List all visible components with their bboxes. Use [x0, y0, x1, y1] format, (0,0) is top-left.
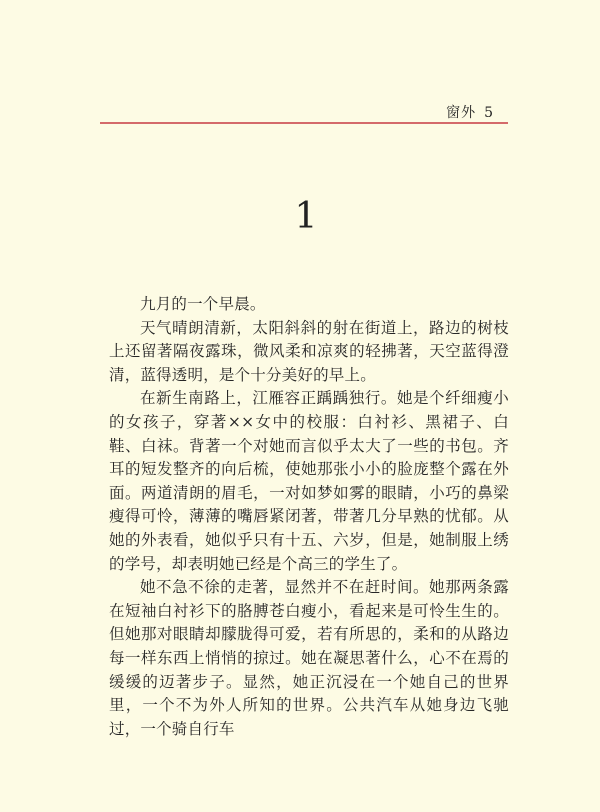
body-text [109, 293, 509, 741]
paragraph: 天气晴朗清新，太阳斜斜的射在街道上，路边的树枝上还留著隔夜露珠，微风柔和凉爽的轻拂著，天空蓝得澄清，蓝得透明，是个十分美好的早上。 [109, 318, 509, 384]
paragraph: 九月的一个早晨。 [140, 295, 266, 313]
paragraph: 在新生南路上，江雁容正踽踽独行。她是个纤细瘦小的女孩子，穿著××女中的校服：白衬衫、黑裙子、白鞋、白袜。背著一个对她而言似乎太大了一些的书包。齐耳的短发整齐的向后梳，使她那张小小的脸庞整个露在外面。两道清朗的眉毛，一对如梦如雾的眼睛，小巧的鼻梁瘦得可怜，薄薄的嘴唇紧闭著，带著几分早熟的忧郁。从她的外表看，她似乎只有十五、六岁，但是，她制服上绣的学号，却表明她已经是个高三的学生了。 [109, 389, 509, 573]
running-chapter-title: 窗外 [446, 105, 477, 121]
chapter-number: 1 [294, 196, 318, 237]
paragraph: 她不急不徐的走著，显然并不在赶时间。她那两条露在短袖白衬衫下的胳膊苍白瘦小，看起来是可怜生生的。但她那对眼睛却朦胧得可爱，若有所思的，柔和的从路边每一样东西上悄悄的掠过。她在凝思著什么，心不在焉的缓缓的迈著步子。显然，她正沉浸在一个她自己的世界里，一个不为外人所知的世界。公共汽车从她身边飞驰过，一个骑自行车 [109, 578, 509, 738]
running-header-text [446, 102, 494, 122]
header-divider [100, 122, 508, 124]
running-header [100, 96, 508, 124]
page-number: 5 [484, 105, 494, 121]
